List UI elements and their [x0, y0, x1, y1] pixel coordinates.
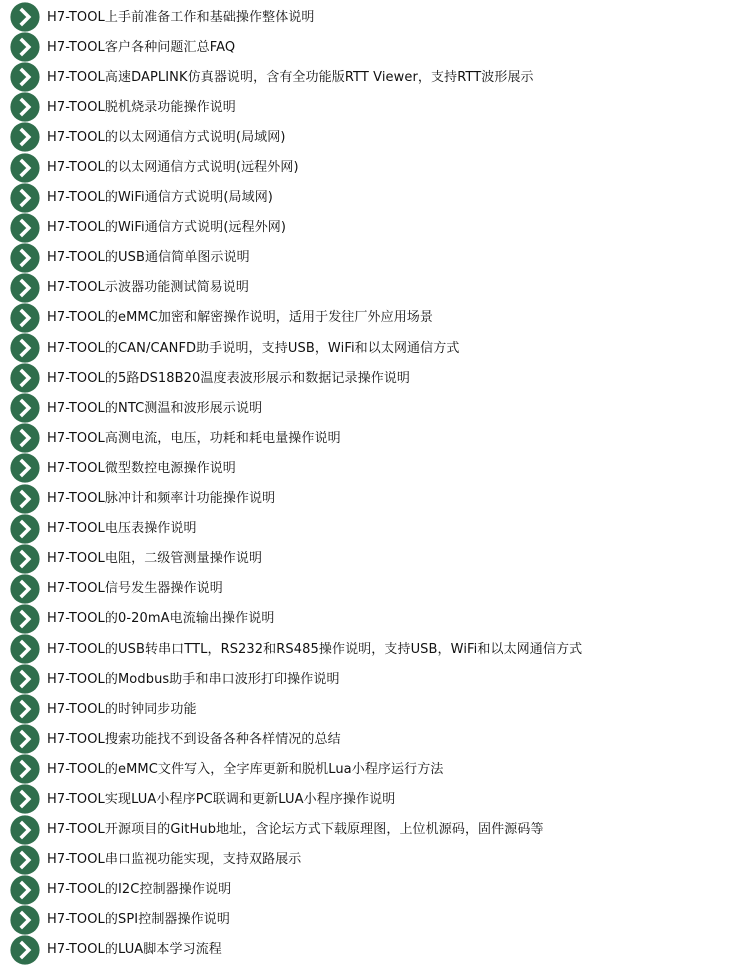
doc-link-label[interactable]: H7-TOOL的以太网通信方式说明(局域网) — [47, 129, 286, 145]
chevron-right-circle-icon — [10, 32, 40, 62]
doc-link-item[interactable] — [0, 935, 750, 965]
chevron-right-circle-icon — [10, 574, 40, 604]
doc-link-item[interactable] — [0, 724, 750, 754]
doc-link-label[interactable]: H7-TOOL的eMMC加密和解密操作说明，适用于发往厂外应用场景 — [47, 310, 434, 326]
doc-link-item[interactable] — [0, 423, 750, 453]
chevron-right-circle-icon — [10, 905, 40, 935]
doc-link-item[interactable] — [0, 604, 750, 634]
doc-link-label[interactable]: H7-TOOL的SPI控制器操作说明 — [47, 912, 230, 928]
chevron-right-circle-icon — [10, 845, 40, 875]
doc-link-label[interactable]: H7-TOOL的NTC测温和波形展示说明 — [47, 400, 263, 416]
doc-link-item[interactable] — [0, 243, 750, 273]
doc-link-label[interactable]: H7-TOOL的WiFi通信方式说明(局域网) — [47, 190, 273, 206]
doc-link-label[interactable]: H7-TOOL的I2C控制器操作说明 — [47, 882, 232, 898]
doc-link-item[interactable] — [0, 544, 750, 574]
doc-link-label[interactable]: H7-TOOL高速DAPLINK仿真器说明，含有全功能版RTT Viewer，支持RTT波形展示 — [47, 69, 534, 85]
doc-link-label[interactable]: H7-TOOL高测电流，电压，功耗和耗电量操作说明 — [47, 430, 341, 446]
chevron-right-circle-icon — [10, 815, 40, 845]
doc-link-item[interactable] — [0, 333, 750, 363]
chevron-right-circle-icon — [10, 333, 40, 363]
doc-link-item[interactable] — [0, 784, 750, 814]
doc-link-label[interactable]: H7-TOOL的USB转串口TTL，RS232和RS485操作说明，支持USB，WiFi和以太网通信方式 — [47, 641, 583, 657]
doc-link-item[interactable] — [0, 62, 750, 92]
doc-link-item[interactable] — [0, 845, 750, 875]
chevron-right-circle-icon — [10, 724, 40, 754]
doc-link-label[interactable]: H7-TOOL串口监视功能实现，支持双路展示 — [47, 852, 302, 868]
doc-link-label[interactable]: H7-TOOL的eMMC文件写入，全字库更新和脱机Lua小程序运行方法 — [47, 761, 444, 777]
doc-link-item[interactable] — [0, 905, 750, 935]
doc-link-label[interactable]: H7-TOOL的WiFi通信方式说明(远程外网) — [47, 220, 287, 236]
chevron-right-circle-icon — [10, 484, 40, 514]
chevron-right-circle-icon — [10, 784, 40, 814]
chevron-right-circle-icon — [10, 634, 40, 664]
doc-link-item[interactable] — [0, 514, 750, 544]
chevron-right-circle-icon — [10, 363, 40, 393]
doc-link-item[interactable] — [0, 574, 750, 604]
chevron-right-circle-icon — [10, 243, 40, 273]
doc-link-label[interactable]: H7-TOOL示波器功能测试简易说明 — [47, 280, 249, 296]
chevron-right-circle-icon — [10, 183, 40, 213]
chevron-right-circle-icon — [10, 92, 40, 122]
doc-link-label[interactable]: H7-TOOL的时钟同步功能 — [47, 701, 197, 717]
doc-link-item[interactable] — [0, 303, 750, 333]
chevron-right-circle-icon — [10, 2, 40, 32]
chevron-right-circle-icon — [10, 303, 40, 333]
doc-link-item[interactable] — [0, 152, 750, 182]
doc-link-item[interactable] — [0, 273, 750, 303]
doc-link-label[interactable]: H7-TOOL的以太网通信方式说明(远程外网) — [47, 160, 299, 176]
doc-link-item[interactable] — [0, 2, 750, 32]
doc-link-item[interactable] — [0, 754, 750, 784]
doc-link-item[interactable] — [0, 694, 750, 724]
doc-link-label[interactable]: H7-TOOL信号发生器操作说明 — [47, 581, 223, 597]
chevron-right-circle-icon — [10, 62, 40, 92]
doc-link-label[interactable]: H7-TOOL的0-20mA电流输出操作说明 — [47, 611, 275, 627]
chevron-right-circle-icon — [10, 754, 40, 784]
doc-link-label[interactable]: H7-TOOL脱机烧录功能操作说明 — [47, 99, 236, 115]
doc-link-label[interactable]: H7-TOOL实现LUA小程序PC联调和更新LUA小程序操作说明 — [47, 791, 396, 807]
chevron-right-circle-icon — [10, 423, 40, 453]
doc-link-label[interactable]: H7-TOOL电压表操作说明 — [47, 521, 197, 537]
doc-link-label[interactable]: H7-TOOL的USB通信简单图示说明 — [47, 250, 250, 266]
chevron-right-circle-icon — [10, 604, 40, 634]
doc-link-item[interactable] — [0, 664, 750, 694]
doc-link-item[interactable] — [0, 363, 750, 393]
doc-link-item[interactable] — [0, 183, 750, 213]
doc-link-item[interactable] — [0, 92, 750, 122]
chevron-right-circle-icon — [10, 664, 40, 694]
chevron-right-circle-icon — [10, 453, 40, 483]
doc-link-label[interactable]: H7-TOOL微型数控电源操作说明 — [47, 460, 236, 476]
chevron-right-circle-icon — [10, 122, 40, 152]
chevron-right-circle-icon — [10, 875, 40, 905]
doc-link-item[interactable] — [0, 213, 750, 243]
doc-link-item[interactable] — [0, 634, 750, 664]
chevron-right-circle-icon — [10, 544, 40, 574]
chevron-right-circle-icon — [10, 935, 40, 965]
chevron-right-circle-icon — [10, 273, 40, 303]
doc-link-label[interactable]: H7-TOOL脉冲计和频率计功能操作说明 — [47, 491, 276, 507]
doc-link-item[interactable] — [0, 875, 750, 905]
chevron-right-circle-icon — [10, 393, 40, 423]
chevron-right-circle-icon — [10, 514, 40, 544]
doc-link-item[interactable] — [0, 815, 750, 845]
doc-link-item[interactable] — [0, 393, 750, 423]
doc-link-item[interactable] — [0, 32, 750, 62]
doc-link-list — [0, 2, 750, 965]
chevron-right-circle-icon — [10, 213, 40, 243]
doc-link-item[interactable] — [0, 122, 750, 152]
doc-link-label[interactable]: H7-TOOL的CAN/CANFD助手说明，支持USB，WiFi和以太网通信方式 — [47, 340, 460, 356]
doc-link-label[interactable]: H7-TOOL电阻，二级管测量操作说明 — [47, 551, 263, 567]
chevron-right-circle-icon — [10, 694, 40, 724]
doc-link-item[interactable] — [0, 484, 750, 514]
doc-link-label[interactable]: H7-TOOL客户各种问题汇总FAQ — [47, 39, 236, 55]
doc-link-label[interactable]: H7-TOOL搜索功能找不到设备各种各样情况的总结 — [47, 731, 341, 747]
doc-link-label[interactable]: H7-TOOL上手前准备工作和基础操作整体说明 — [47, 9, 315, 25]
doc-link-label[interactable]: H7-TOOL的5路DS18B20温度表波形展示和数据记录操作说明 — [47, 370, 411, 386]
chevron-right-circle-icon — [10, 153, 40, 183]
doc-link-label[interactable]: H7-TOOL的LUA脚本学习流程 — [47, 942, 222, 958]
doc-link-label[interactable]: H7-TOOL开源项目的GitHub地址，含论坛方式下载原理图，上位机源码，固件源码等 — [47, 822, 544, 838]
doc-link-label[interactable]: H7-TOOL的Modbus助手和串口波形打印操作说明 — [47, 671, 340, 687]
doc-link-item[interactable] — [0, 453, 750, 483]
